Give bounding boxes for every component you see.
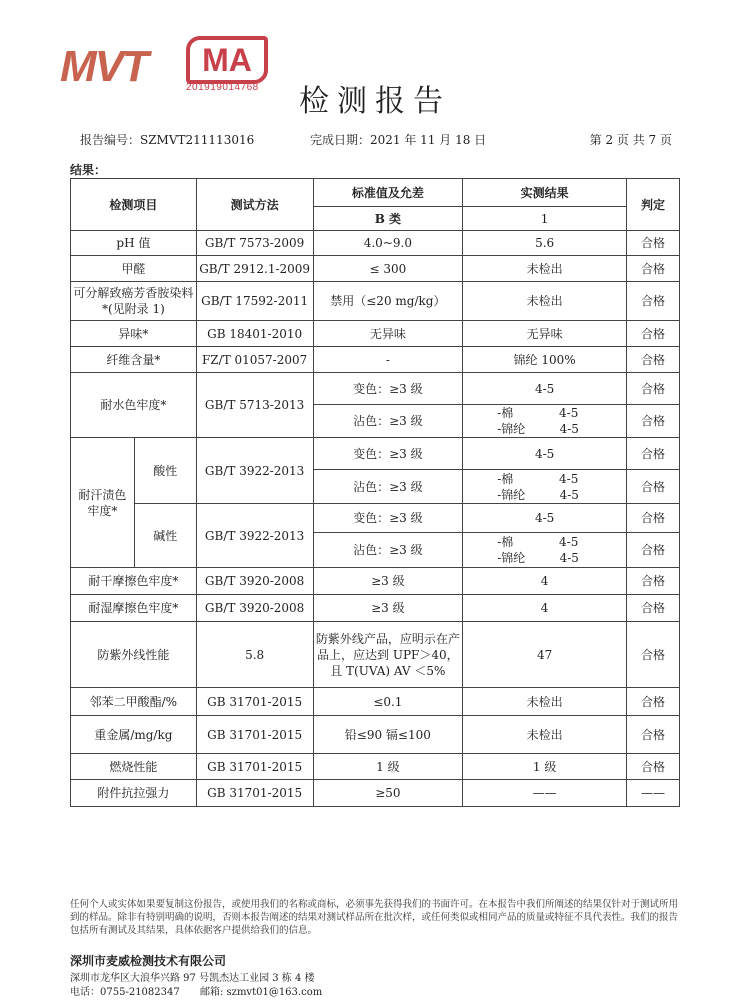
water-item: 耐水色牢度* — [71, 373, 197, 438]
cell: 附件抗拉强力 — [71, 780, 197, 807]
cell: 耐干摩擦色牢度* — [71, 568, 197, 595]
cell: 1 级 — [463, 754, 627, 780]
cell: 4.0~9.0 — [313, 231, 463, 256]
cell: 4 — [463, 568, 627, 595]
cell — [463, 405, 627, 438]
cell — [463, 533, 627, 568]
cell: 纤维含量* — [71, 347, 197, 373]
cma-number: 201919014768 — [186, 82, 259, 93]
cell: 47 — [463, 622, 627, 688]
cell: GB/T 3920-2008 — [196, 568, 313, 595]
cell: 变色：≥3 级 — [313, 504, 463, 533]
cell: 燃烧性能 — [71, 754, 197, 780]
cell: 合格 — [627, 595, 680, 622]
cell: 碱性 — [134, 504, 196, 568]
cell: GB/T 3920-2008 — [196, 595, 313, 622]
cell: 无异味 — [463, 321, 627, 347]
header-method: 测试方法 — [196, 179, 313, 231]
cell: 5.8 — [196, 622, 313, 688]
cell: GB/T 3922-2013 — [196, 504, 313, 568]
header-item: 检测项目 — [71, 179, 197, 231]
cell: 禁用（≤20 mg/kg） — [313, 282, 463, 321]
cell: 可分解致癌芳香胺染料*(见附录 1) — [71, 282, 197, 321]
cell: ≥3 级 — [313, 595, 463, 622]
cell: 4-5 — [463, 504, 627, 533]
cell: 变色：≥3 级 — [313, 438, 463, 470]
company-phone: 电话：0755-21082347 — [70, 987, 180, 998]
cell: ≥3 级 — [313, 568, 463, 595]
water-method: GB/T 5713-2013 — [196, 373, 313, 438]
cell: 合格 — [627, 688, 680, 716]
cell: 合格 — [627, 438, 680, 470]
company-email: 邮箱: szmvt01@163.com — [200, 987, 323, 998]
cell-line: -锦纶 4-5 — [497, 487, 579, 502]
cell: 4-5 — [463, 438, 627, 470]
header-result: 实测结果 — [463, 179, 627, 207]
cell: GB 31701-2015 — [196, 754, 313, 780]
cell: 合格 — [627, 754, 680, 780]
cell: 未检出 — [463, 688, 627, 716]
cell: 合格 — [627, 716, 680, 754]
cell: 合格 — [627, 470, 680, 504]
cell: 未检出 — [463, 282, 627, 321]
cell: 合格 — [627, 231, 680, 256]
cell: 合格 — [627, 405, 680, 438]
cell: 合格 — [627, 533, 680, 568]
cell: 变色：≥3 级 — [313, 373, 463, 405]
cell-line: -锦纶 4-5 — [497, 551, 579, 565]
header-verdict: 判定 — [627, 179, 680, 231]
cell: 未检出 — [463, 716, 627, 754]
cell: 异味* — [71, 321, 197, 347]
header-class: B 类 — [313, 207, 463, 231]
cell: 合格 — [627, 568, 680, 595]
cell-line: -棉 4-5 — [497, 406, 579, 420]
cell: 防紫外线产品，应明示在产品上，应达到 UPF＞40，且 T(UVA) AV ＜5% — [313, 622, 463, 688]
cell: 甲醛 — [71, 256, 197, 282]
cell: GB 31701-2015 — [196, 716, 313, 754]
disclaimer: 任何个人或实体如果要复制这份报告，或使用我们的名称或商标，必须事先获得我们的书面许可。在本报告中我们所阐述的结果仅针对于测试所用到的样品。除非有特别明确的说明，否则本报告阐述的结果对测试样品所在批次样，或任何类似或相同产品的质量或特征不具代表性。我们的报告包括所有测试及其结果，具体依据客户提供给我们的信息。 — [70, 899, 679, 936]
cell: 5.6 — [463, 231, 627, 256]
cell: 防紫外线性能 — [71, 622, 197, 688]
cell — [463, 470, 627, 504]
cell: ≥50 — [313, 780, 463, 807]
cell: 铅≤90 镉≤100 — [313, 716, 463, 754]
cell: 沾色：≥3 级 — [313, 405, 463, 438]
cell: 耐湿摩擦色牢度* — [71, 595, 197, 622]
cell: 耐汗渍色牢度* — [71, 438, 135, 568]
company-name: 深圳市麦威检测技术有限公司 — [70, 954, 227, 968]
cell: 合格 — [627, 622, 680, 688]
header-sample: 1 — [463, 207, 627, 231]
cell: 无异味 — [313, 321, 463, 347]
cell: 合格 — [627, 347, 680, 373]
cell: FZ/T 01057-2007 — [196, 347, 313, 373]
cell: ≤ 300 — [313, 256, 463, 282]
cell: GB/T 2912.1-2009 — [196, 256, 313, 282]
cell: ≤0.1 — [313, 688, 463, 716]
cell: 1 级 — [313, 754, 463, 780]
cell-line: -锦纶 4-5 — [497, 422, 579, 436]
mvt-logo: MVT — [60, 42, 147, 91]
cell: pH 值 — [71, 231, 197, 256]
page-title: 检测报告 — [299, 84, 451, 119]
cell: 合格 — [627, 256, 680, 282]
cell: 合格 — [627, 373, 680, 405]
cell: GB 18401-2010 — [196, 321, 313, 347]
cell: —— — [463, 780, 627, 807]
results-table — [70, 178, 680, 807]
cma-logo: MA — [186, 36, 268, 84]
cell: 酸性 — [134, 438, 196, 504]
cell: 4 — [463, 595, 627, 622]
report-number: 报告编号：SZMVT211113016 — [80, 133, 255, 147]
cell: 重金属/mg/kg — [71, 716, 197, 754]
cell: GB 31701-2015 — [196, 688, 313, 716]
cell: 合格 — [627, 321, 680, 347]
cell: —— — [627, 780, 680, 807]
cell: - — [313, 347, 463, 373]
cell: GB/T 17592-2011 — [196, 282, 313, 321]
company-address: 深圳市龙华区大浪华兴路 97 号凯杰达工业园 3 栋 4 楼 — [70, 973, 315, 984]
cell: 沾色：≥3 级 — [313, 470, 463, 504]
results-label: 结果： — [70, 163, 107, 177]
page-number: 第 2 页 共 7 页 — [589, 133, 672, 147]
cell: 合格 — [627, 282, 680, 321]
cell: GB/T 3922-2013 — [196, 438, 313, 504]
cell-line: -棉 4-5 — [497, 471, 579, 486]
cell: 4-5 — [463, 373, 627, 405]
cell: 合格 — [627, 504, 680, 533]
cell: 邻苯二甲酸酯/% — [71, 688, 197, 716]
cell: 未检出 — [463, 256, 627, 282]
cell: 锦纶 100% — [463, 347, 627, 373]
cell: GB/T 7573-2009 — [196, 231, 313, 256]
cell: GB 31701-2015 — [196, 780, 313, 807]
header-standard: 标准值及允差 — [313, 179, 463, 207]
cell: 沾色：≥3 级 — [313, 533, 463, 568]
cell-line: -棉 4-5 — [497, 535, 579, 549]
completion-date: 完成日期：2021 年 11 月 18 日 — [310, 133, 487, 147]
